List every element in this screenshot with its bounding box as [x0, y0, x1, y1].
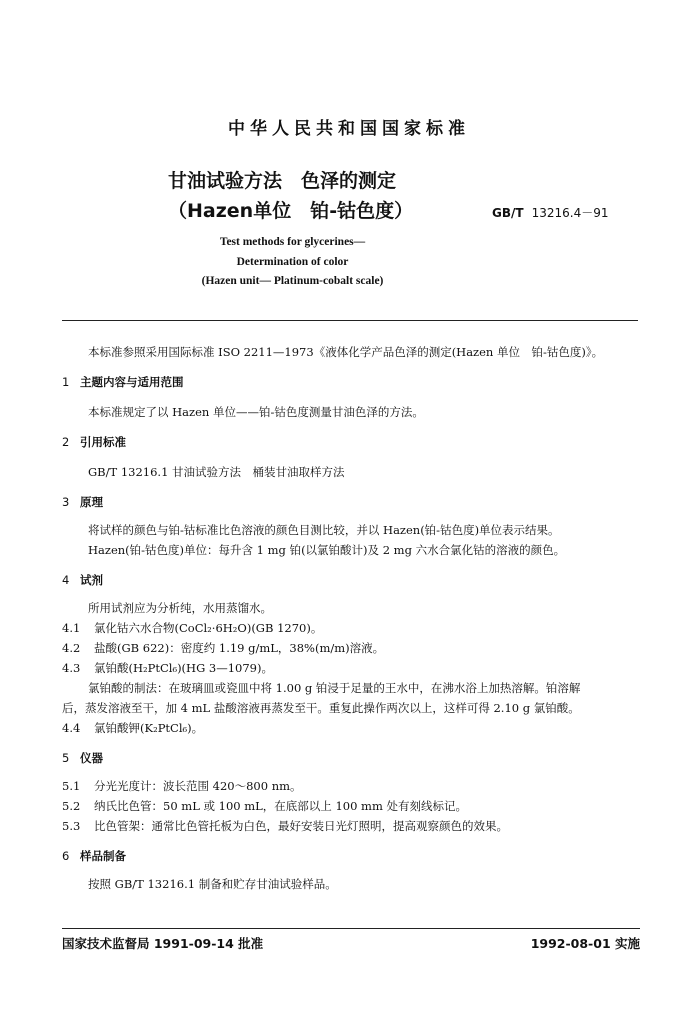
item-number: 4.2 [62, 641, 81, 655]
section-number: 3 [62, 495, 70, 509]
standard-number [492, 204, 608, 221]
approval-date: 国家技术监督局 1991-09-14 批准 [62, 936, 264, 951]
section-title: 试剂 [80, 573, 103, 587]
section-number: 1 [62, 375, 70, 389]
item-4-4 [62, 720, 203, 736]
item-text: 比色管架：通常比色管托板为白色，最好安装日光灯照明，提高观察颜色的效果。 [94, 819, 508, 833]
english-title-line2: Determination of color [236, 256, 349, 268]
item-number: 5.3 [62, 819, 81, 833]
item-number: 5.2 [62, 799, 81, 813]
item-text: 分光光度计：波长范围 420～800 nm。 [94, 779, 302, 793]
section-3-text-1: 将试样的颜色与铂-钴标准比色溶液的颜色目测比较，并以 Hazen(铂-钴色度)单位表示结果。 [88, 523, 560, 537]
item-5-1 [62, 778, 302, 794]
item-number: 4.3 [62, 661, 81, 675]
item-text: 氯铂酸钾(K₂PtCl₆)。 [94, 721, 204, 735]
standard-number-value: 13216.4－91 [531, 206, 609, 220]
section-5-heading [62, 750, 103, 766]
item-4-3-paragraph-2: 后，蒸发溶液至干，加 4 mL 盐酸溶液再蒸发至干。重复此操作两次以上，这样可得 2.10 g 氯铂酸。 [62, 701, 580, 715]
item-4-3-paragraph-1: 氯铂酸的制法：在玻璃皿或瓷皿中将 1.00 g 铂浸于足量的王水中，在沸水浴上加热溶解。铂溶解 [88, 681, 581, 695]
section-4-heading [62, 572, 103, 588]
section-2-heading [62, 434, 126, 450]
item-text: 纳氏比色管：50 mL 或 100 mL，在底部以上 100 mm 处有刻线标记。 [94, 799, 468, 813]
item-number: 4.1 [62, 621, 81, 635]
section-2-text: GB/T 13216.1 甘油试验方法 桶装甘油取样方法 [88, 465, 345, 479]
section-title: 仪器 [80, 751, 103, 765]
document-title-line2: （Hazen单位 铂-钴色度） [168, 200, 414, 222]
section-number: 6 [62, 849, 70, 863]
item-text: 氯化钴六水合物(CoCl₂·6H₂O)(GB 1270)。 [94, 621, 323, 635]
bottom-divider [62, 928, 640, 929]
item-4-1 [62, 620, 322, 636]
item-4-3 [62, 660, 273, 676]
section-number: 4 [62, 573, 70, 587]
section-4-intro: 所用试剂应为分析纯，水用蒸馏水。 [88, 601, 272, 615]
document-title-line1: 甘油试验方法 色泽的测定 [168, 170, 397, 192]
item-text: 氯铂酸(H₂PtCl₆)(HG 3—1079)。 [94, 661, 273, 675]
item-text: 盐酸(GB 622)：密度约 1.19 g/mL，38%(m/m)溶液。 [94, 641, 385, 655]
item-4-2 [62, 640, 384, 656]
section-3-text-2: Hazen(铂-钴色度)单位：每升含 1 mg 铂(以氯铂酸计)及 2 mg 六水合氯化钴的溶液的颜色。 [88, 543, 566, 557]
section-title: 原理 [80, 495, 103, 509]
implementation-date: 1992-08-01 实施 [530, 936, 640, 951]
top-divider [62, 320, 638, 321]
item-5-3 [62, 818, 508, 834]
section-number: 2 [62, 435, 70, 449]
section-3-heading [62, 494, 103, 510]
section-6-heading [62, 848, 126, 864]
intro-paragraph: 本标准参照采用国际标准 ISO 2211—1973《液体化学产品色泽的测定(Hazen 单位 铂-钴色度)》。 [88, 345, 604, 359]
section-title: 主题内容与适用范围 [80, 375, 184, 389]
section-6-text: 按照 GB/T 13216.1 制备和贮存甘油试验样品。 [88, 877, 337, 891]
section-1-heading [62, 374, 184, 390]
section-number: 5 [62, 751, 70, 765]
national-standard-header: 中华人民共和国国家标准 [228, 119, 470, 139]
english-title-line1: Test methods for glycerines— [219, 236, 366, 248]
item-5-2 [62, 798, 467, 814]
section-1-text: 本标准规定了以 Hazen 单位——铂-钴色度测量甘油色泽的方法。 [88, 405, 424, 419]
section-title: 样品制备 [80, 849, 126, 863]
standard-prefix: GB/T [492, 206, 524, 220]
item-number: 5.1 [62, 779, 81, 793]
english-title-line3: (Hazen unit— Platinum-cobalt scale) [201, 275, 384, 287]
section-title: 引用标准 [80, 435, 126, 449]
item-number: 4.4 [62, 721, 81, 735]
